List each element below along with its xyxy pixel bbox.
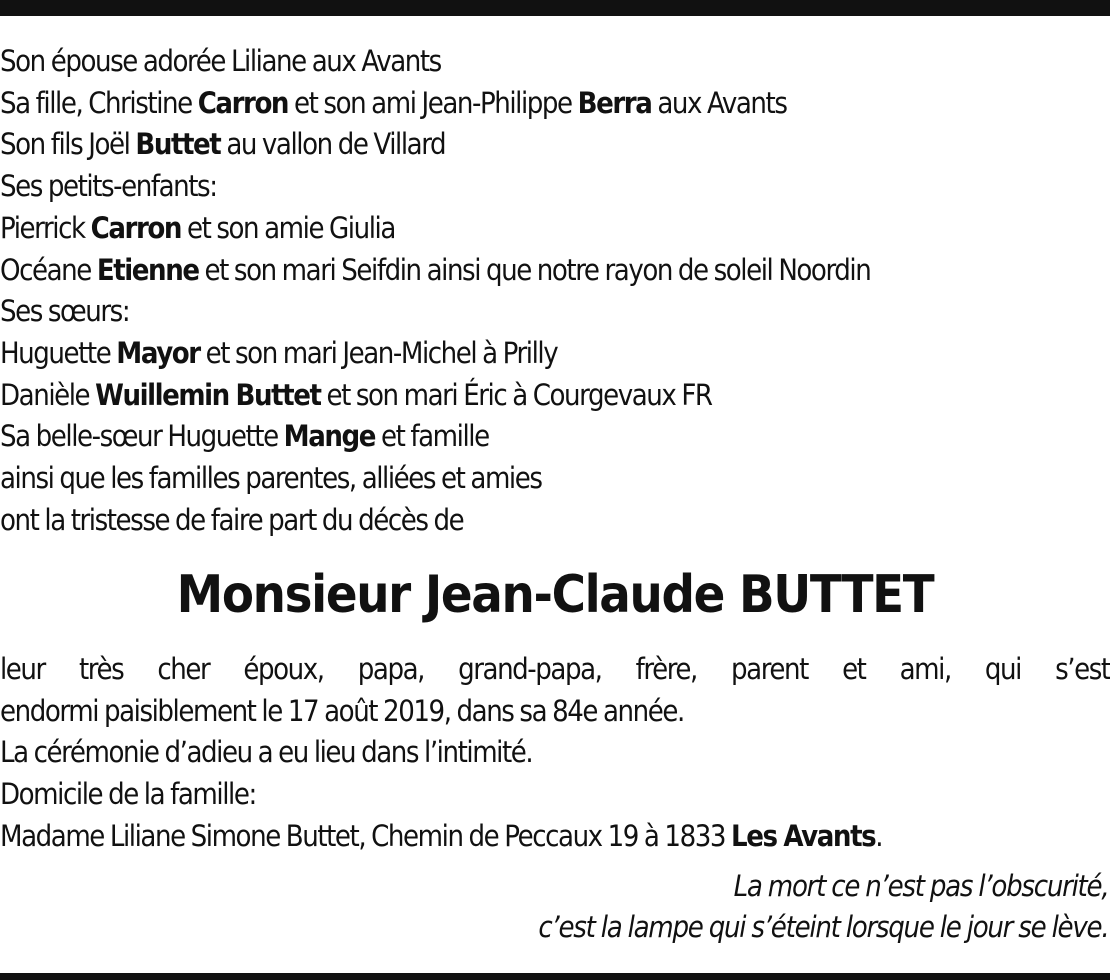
family-line bbox=[0, 124, 999, 166]
family-line-text: et son ami Jean-Philippe bbox=[288, 85, 578, 120]
address-text: Madame Liliane Simone Buttet, Chemin de Peccaux 19 à 1833 bbox=[0, 818, 732, 853]
family-line bbox=[0, 416, 999, 458]
announcement-body bbox=[0, 649, 1110, 858]
family-surname: Etienne bbox=[96, 252, 199, 287]
family-surname: Mange bbox=[283, 419, 376, 454]
family-surname: Mayor bbox=[116, 335, 200, 370]
body-line: endormi paisiblement le 17 août 2019, dans sa 84e année. bbox=[0, 693, 684, 728]
tribute-word: très bbox=[78, 652, 124, 686]
family-line-text: Ses petits-enfants: bbox=[0, 169, 217, 204]
ceremony-line: La cérémonie d’adieu a eu lieu dans l’intimité. bbox=[0, 735, 533, 770]
family-line-text: et famille bbox=[375, 419, 489, 454]
family-line-text: ont la tristesse de faire part du décès de bbox=[0, 502, 464, 537]
tribute-word: frère, bbox=[635, 652, 697, 686]
family-line-text: Sa fille, Christine bbox=[0, 85, 198, 120]
family-line bbox=[0, 208, 999, 250]
family-surname: Berra bbox=[577, 85, 652, 120]
tribute-word: grand-papa, bbox=[458, 652, 602, 686]
family-line bbox=[0, 166, 999, 208]
family-line bbox=[0, 83, 999, 125]
tribute-line bbox=[0, 649, 1110, 691]
top-rule bbox=[0, 0, 1110, 16]
quote-line: La mort ce n’est pas l’obscurité, bbox=[733, 869, 1108, 903]
tribute-word: leur bbox=[0, 652, 45, 686]
family-surname: Wuillemin Buttet bbox=[95, 377, 321, 412]
quote-line: c’est la lampe qui s’éteint lorsque le jour se lève. bbox=[537, 910, 1108, 944]
address-period: . bbox=[875, 818, 883, 853]
family-line-text: Son fils Joël bbox=[0, 127, 136, 162]
family-line-text: Pierrick bbox=[0, 210, 91, 245]
address-locality: Les Avants bbox=[731, 818, 876, 853]
family-address bbox=[0, 816, 999, 858]
family-line-text: Ses sœurs: bbox=[0, 294, 130, 329]
family-line bbox=[0, 500, 999, 542]
deceased-name: Monsieur Jean-Claude BUTTET bbox=[176, 565, 934, 625]
bottom-rule bbox=[0, 973, 1110, 980]
family-line-text: Son épouse adorée Liliane aux Avants bbox=[0, 44, 441, 78]
family-line bbox=[0, 375, 999, 417]
family-line-text: Océane bbox=[0, 252, 97, 287]
family-line-text: et son mari Éric à Courgevaux FR bbox=[320, 377, 712, 412]
family-line-text: et son amie Giulia bbox=[181, 210, 395, 245]
family-line-text: au vallon de Villard bbox=[220, 127, 446, 162]
family-line bbox=[0, 250, 999, 292]
tribute-word: cher bbox=[157, 652, 210, 686]
family-surname: Buttet bbox=[135, 127, 221, 162]
family-line bbox=[0, 291, 999, 333]
closing-quote bbox=[538, 866, 1108, 948]
family-line-text: Danièle bbox=[0, 377, 96, 412]
family-line-text: Huguette bbox=[0, 335, 117, 370]
family-line bbox=[0, 458, 999, 500]
family-line bbox=[0, 41, 999, 83]
family-surname: Carron bbox=[197, 85, 289, 120]
tribute-word: époux, bbox=[243, 652, 324, 686]
family-line bbox=[0, 333, 999, 375]
tribute-word: parent bbox=[731, 652, 808, 686]
tribute-word: ami, bbox=[899, 652, 951, 686]
family-line-text: ainsi que les familles parentes, alliées et amies bbox=[0, 461, 542, 496]
family-list bbox=[0, 41, 999, 541]
family-line-text: aux Avants bbox=[651, 85, 787, 120]
domicile-label: Domicile de la famille: bbox=[0, 777, 256, 812]
tribute-word: papa, bbox=[357, 652, 424, 686]
family-line-text: et son mari Jean-Michel à Prilly bbox=[199, 335, 558, 370]
family-line-text: et son mari Seifdin ainsi que notre rayon de soleil Noordin bbox=[198, 252, 871, 287]
tribute-word: qui bbox=[984, 652, 1021, 686]
tribute-word: s’est bbox=[1055, 652, 1110, 686]
tribute-word: et bbox=[842, 652, 866, 686]
family-line-text: Sa belle-sœur Huguette bbox=[0, 419, 284, 454]
family-surname: Carron bbox=[90, 210, 182, 245]
